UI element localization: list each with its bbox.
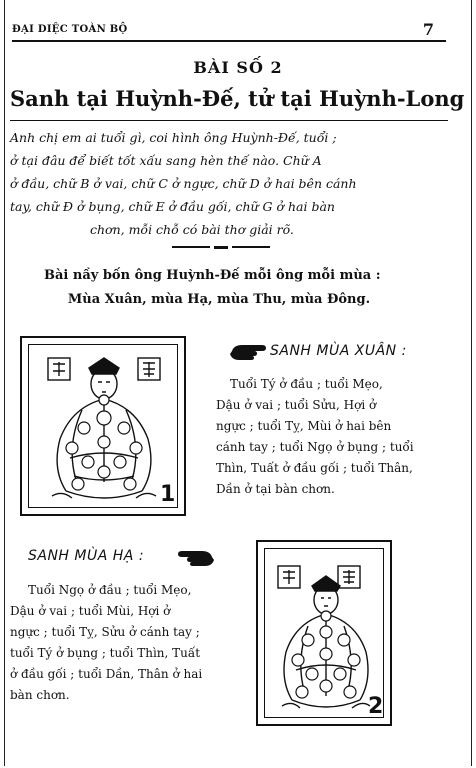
page-title: Sanh tại Huỳnh-Đế, tử tại Huỳnh-Long: [10, 86, 465, 111]
section-body-summer: [10, 580, 246, 706]
intro-paragraph: [10, 126, 440, 241]
divider-left: [172, 246, 210, 248]
pointing-hand-icon: [230, 342, 268, 364]
intro-line: ở đầu, chữ B ở vai, chữ C ở ngực, chữ D ở hai bên cánh: [10, 176, 357, 191]
intro-line: tay, chữ Đ ở bụng, chữ E ở đầu gối, chữ G ở hai bàn: [10, 199, 335, 214]
figure-card-spring: [20, 336, 186, 516]
body-line: Dần ở tại bàn chơn.: [216, 482, 335, 496]
intro-line: ở tại đâu để biết tốt xấu sang hèn thế nào. Chữ A: [10, 153, 322, 168]
figure-number: 1: [160, 482, 176, 507]
section-heading-summer: SANH MÙA HẠ :: [28, 548, 145, 564]
summary-line: Bài nầy bốn ông Huỳnh-Đế mỗi ông mỗi mùa :: [44, 268, 381, 283]
body-line: Tuổi Tý ở đầu ; tuổi Mẹo,: [230, 377, 383, 391]
divider-center: [214, 246, 228, 249]
body-line: Dậu ở vai ; tuổi Sửu, Hợi ở: [216, 398, 377, 412]
body-line: cánh tay ; tuổi Ngọ ở bụng ; tuổi: [216, 440, 414, 454]
body-line: Tuổi Ngọ ở đầu ; tuổi Mẹo,: [28, 583, 192, 597]
page-number: 7: [422, 20, 434, 39]
body-line: ngực ; tuổi Tỵ, Sửu ở cánh tay ;: [10, 625, 200, 639]
figure-number: 2: [368, 694, 384, 719]
summary-line: Mùa Xuân, mùa Hạ, mùa Thu, mùa Đông.: [67, 292, 371, 307]
title-rule: [10, 120, 448, 121]
section-heading-spring: SANH MÙA XUÂN :: [270, 343, 407, 359]
body-line: Dậu ở vai ; tuổi Mùi, Hợi ở: [10, 604, 171, 618]
summary-paragraph: [44, 264, 444, 312]
divider-right: [232, 246, 270, 248]
section-body-spring: [216, 374, 456, 500]
body-line: tuổi Tý ở bụng ; tuổi Thìn, Tuất: [10, 646, 201, 660]
body-line: ngực ; tuổi Tỵ, Mùi ở hai bên: [216, 419, 392, 433]
pointing-hand-icon: [176, 548, 214, 570]
body-line: Thìn, Tuất ở đầu gối ; tuổi Thân,: [216, 461, 413, 475]
running-title: ĐẠI DIỆC TOÀN BỘ: [12, 24, 128, 35]
intro-line: chơn, mỗi chỗ có bài thơ giải rõ.: [90, 222, 294, 237]
header-rule: [12, 40, 446, 42]
body-line: ở đầu gối ; tuổi Dần, Thân ở hai: [10, 667, 203, 681]
lesson-label: BÀI SỐ 2: [193, 58, 283, 77]
intro-line: Anh chị em ai tuổi gì, coi hình ông Huỳnh-Đế, tuổi ;: [10, 130, 337, 145]
figure-card-summer: [256, 540, 392, 726]
body-line: bàn chơn.: [10, 688, 70, 702]
